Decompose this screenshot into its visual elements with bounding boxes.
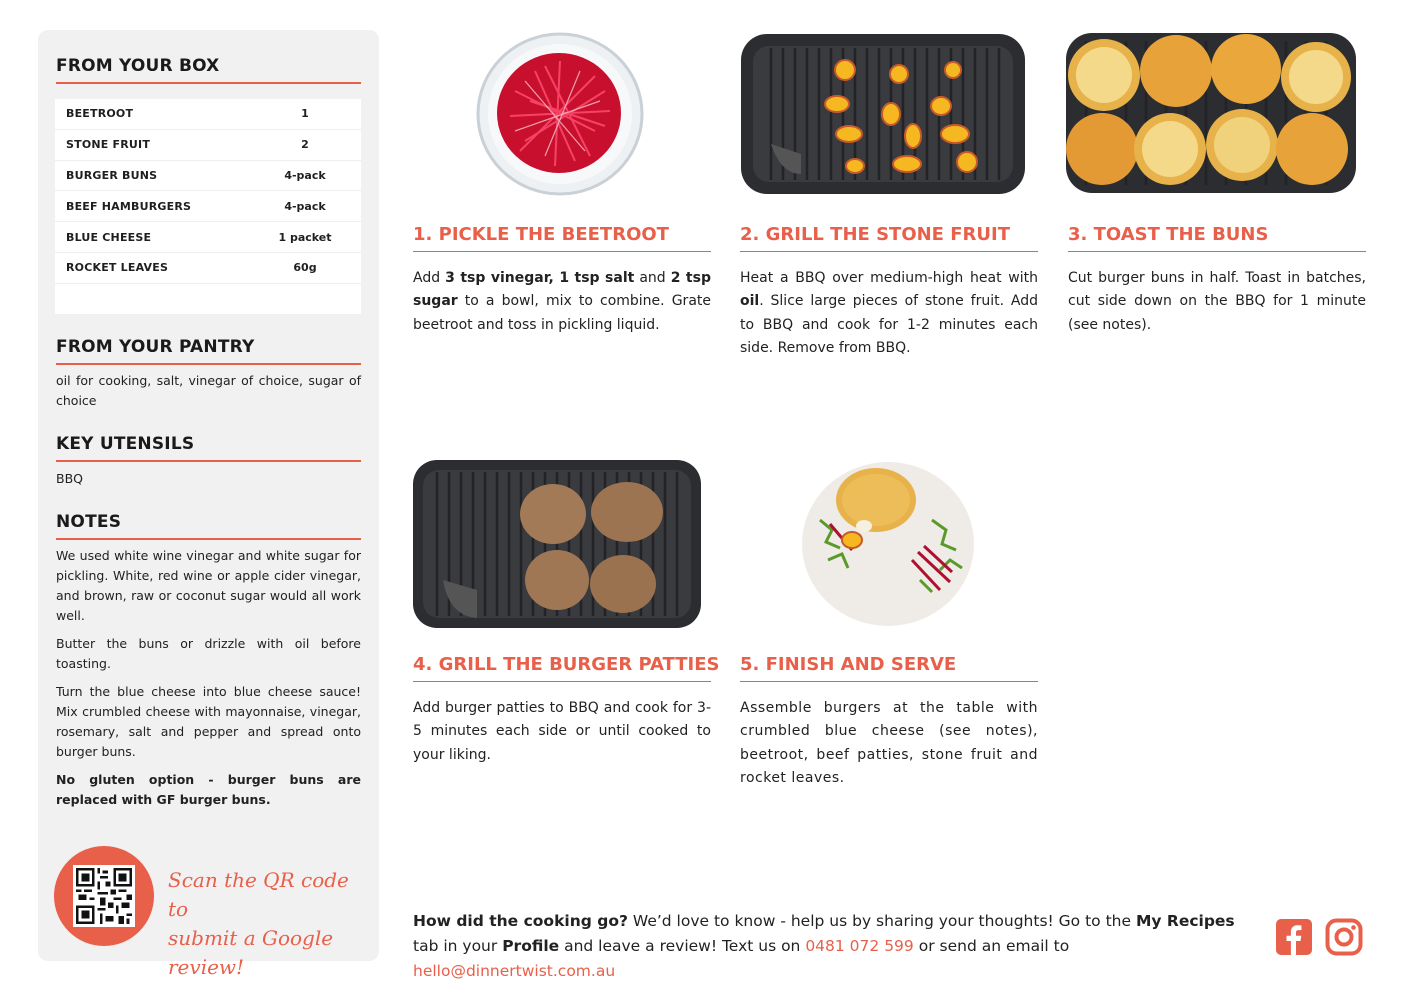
step-5-body: Assemble burgers at the table with crumbled blue cheese (see notes), beetroot, beef patties, stone fruit and rocket leaves. bbox=[740, 700, 1038, 786]
step-text: . Slice large pieces of stone fruit. Add to BBQ and cook for 1-2 minutes each side. Remove from BBQ. bbox=[740, 293, 1038, 356]
facebook-icon[interactable] bbox=[1275, 918, 1313, 956]
toast-buns-image bbox=[1066, 33, 1356, 193]
item-name: STONE FRUIT bbox=[66, 138, 151, 152]
table-row bbox=[55, 161, 361, 192]
item-name: ROCKET LEAVES bbox=[66, 261, 169, 275]
item-qty: 2 bbox=[301, 138, 309, 152]
table-row bbox=[55, 99, 361, 130]
pantry-text: oil for cooking, salt, vinegar of choice, sugar of choice bbox=[56, 373, 361, 408]
qr-text-line: submit a Google review! bbox=[168, 926, 334, 979]
step-ingredient: 2 tsp sugar bbox=[413, 270, 711, 310]
step-text: Add bbox=[413, 270, 446, 286]
item-name: BURGER BUNS bbox=[66, 168, 158, 182]
my-recipes-label: My Recipes bbox=[1135, 912, 1235, 930]
footer-question: How did the cooking go? bbox=[413, 912, 628, 930]
key-utensils-title: KEY UTENSILS bbox=[56, 434, 361, 462]
step-ingredient: 3 tsp vinegar, 1 tsp salt bbox=[445, 270, 635, 286]
item-name: BEEF HAMBURGERS bbox=[66, 199, 192, 213]
qr-review-text bbox=[168, 866, 368, 982]
footer-text: or send an email to bbox=[913, 937, 1070, 955]
from-your-box-title: FROM YOUR BOX bbox=[56, 56, 361, 84]
step-ingredient: oil bbox=[740, 293, 760, 310]
step-3-title: 3. TOAST THE BUNS bbox=[1068, 224, 1366, 252]
step-text: and bbox=[634, 270, 671, 286]
step-text: Heat a BBQ over medium-high heat with bbox=[740, 270, 1038, 286]
step-2-title: 2. GRILL THE STONE FRUIT bbox=[740, 224, 1038, 252]
beetroot-bowl-image bbox=[475, 31, 645, 197]
note-paragraph: Butter the buns or drizzle with oil before toasting. bbox=[56, 636, 361, 671]
profile-label: Profile bbox=[502, 937, 560, 955]
step-text: to a bowl, mix to combine. Grate beetroot and toss in pickling liquid. bbox=[413, 293, 711, 333]
utensils-text: BBQ bbox=[56, 471, 83, 486]
feedback-footer bbox=[413, 909, 1263, 984]
item-qty: 1 packet bbox=[278, 230, 332, 244]
footer-text: tab in your bbox=[413, 937, 503, 955]
table-row bbox=[55, 222, 361, 253]
from-your-pantry-title: FROM YOUR PANTRY bbox=[56, 337, 361, 365]
table-row bbox=[55, 253, 361, 284]
step-4-title: 4. GRILL THE BURGER PATTIES bbox=[413, 654, 711, 682]
item-name: BEETROOT bbox=[66, 107, 134, 121]
grill-patties-image bbox=[413, 460, 701, 628]
phone-link[interactable]: 0481 072 599 bbox=[805, 937, 914, 955]
step-1-body bbox=[413, 267, 711, 337]
note-gluten-option: No gluten option - burger buns are replaced with GF burger buns. bbox=[56, 772, 361, 807]
step-2-body bbox=[740, 267, 1038, 360]
qr-code-icon[interactable] bbox=[73, 865, 135, 927]
qr-text-line: Scan the QR code to bbox=[168, 868, 349, 921]
table-row bbox=[55, 191, 361, 222]
qr-badge[interactable] bbox=[54, 846, 154, 946]
sidebar bbox=[38, 30, 379, 979]
footer-text: and leave a review! Text us on bbox=[559, 937, 806, 955]
step-4-body: Add burger patties to BBQ and cook for 3-5 minutes each side or until cooked to your liking. bbox=[413, 700, 711, 763]
step-3-body: Cut burger buns in half. Toast in batches, cut side down on the BBQ for 1 minute (see notes). bbox=[1068, 270, 1366, 333]
table-row bbox=[55, 130, 361, 161]
step-1-title: 1. PICKLE THE BEETROOT bbox=[413, 224, 711, 252]
item-qty: 4-pack bbox=[284, 199, 326, 213]
item-name: BLUE CHEESE bbox=[66, 230, 152, 244]
note-paragraph: We used white wine vinegar and white sugar for pickling. White, red wine or apple cider vinegar, and brown, raw or coconut sugar would all work well. bbox=[56, 548, 361, 623]
grill-stone-fruit-image bbox=[741, 34, 1025, 194]
note-paragraph: Turn the blue cheese into blue cheese sauce! Mix crumbled cheese with mayonnaise, vinegar, rosemary, salt and pepper and spread onto burger buns. bbox=[56, 684, 361, 759]
item-qty: 1 bbox=[301, 107, 309, 121]
notes-title: NOTES bbox=[56, 512, 361, 540]
box-items-table bbox=[55, 99, 361, 314]
footer-text: We’d love to know - help us by sharing your thoughts! Go to the bbox=[627, 912, 1136, 930]
notes-body bbox=[56, 546, 361, 818]
item-qty: 60g bbox=[293, 261, 317, 275]
step-5-title: 5. FINISH AND SERVE bbox=[740, 654, 1038, 682]
item-qty: 4-pack bbox=[284, 168, 326, 182]
finished-burger-image bbox=[800, 460, 982, 628]
instagram-icon[interactable] bbox=[1325, 918, 1363, 956]
email-link[interactable]: hello@dinnertwist.com.au bbox=[413, 962, 616, 980]
